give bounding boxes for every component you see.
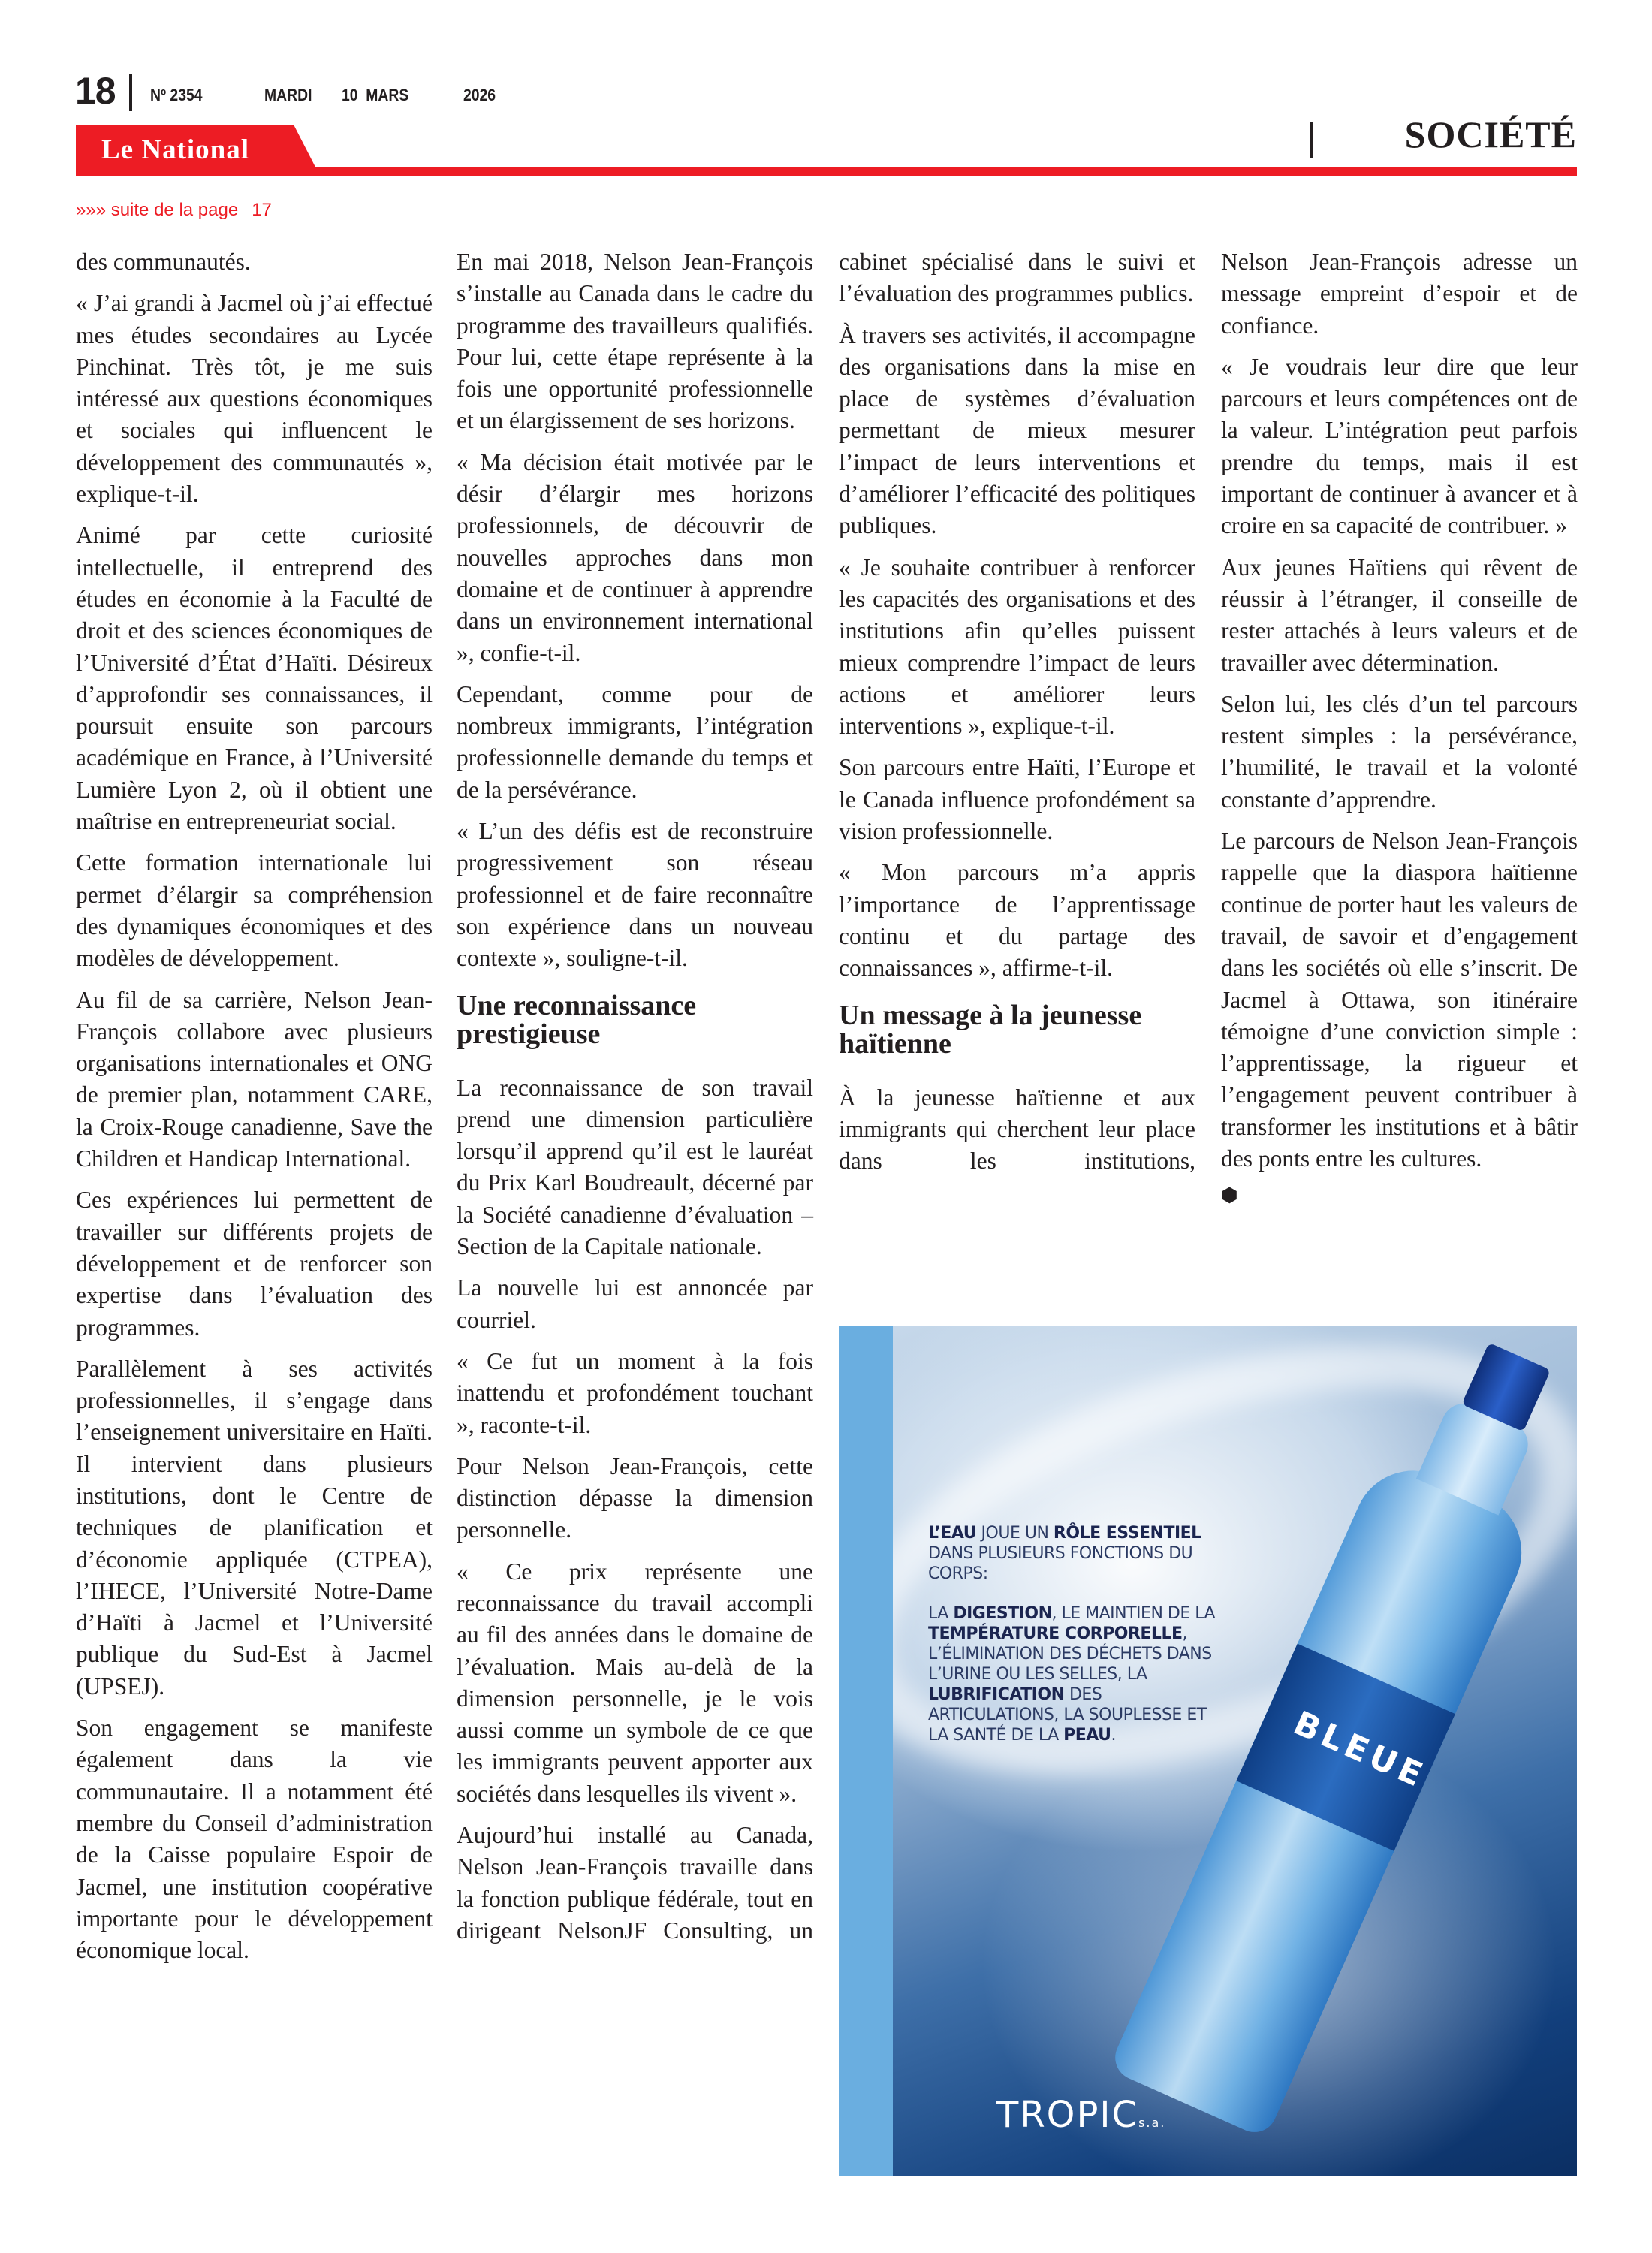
subheading: Une reconnaissance prestigieuse: [457, 989, 697, 1050]
paragraph: Le parcours de Nelson Jean-François rappelle que la diaspora haïtienne continue de porter haut les valeurs de travail, de savoir et d’engagement dans les sociétés où elle s’inscrit. De Jacmel à Ottawa, son itinéraire témoigne d’une conviction simple : l’apprentissage, la rigueur et l’engagement peuvent contribuer à transformer les institutions et à bâtir des ponts entre les cultures.: [1221, 828, 1578, 1172]
end-mark: ⬢: [1221, 1184, 1238, 1207]
paragraph: « L’un des défis est de reconstruire progressivement son réseau professionnel et de faire reconnaître son expérience dans un nouveau contexte », souligne-t-il.: [457, 818, 813, 972]
paragraph: La reconnaissance de son travail prend une dimension particulière lorsqu’il apprend qu’il est le lauréat du Prix Karl Boudreault, décerné par la Société canadienne d’évaluation – Section de la Capitale nationale.: [457, 1074, 813, 1260]
paragraph: « J’ai grandi à Jacmel où j’ai effectué mes études secondaires au Lycée Pinchinat. Très tôt, je me suis intéressé aux questions économiques et sociales qui influencent le développement des communautés », explique-t-il.: [76, 290, 433, 508]
brand-logo: [996, 2094, 1165, 2136]
paragraph: Aujourd’hui installé au Canada, Nelson Jean-François travaille dans la fonction publique fédérale, tout en dirigeant NelsonJF Consulting, un: [457, 1822, 813, 1944]
section-title: SOCIÉTÉ: [1404, 113, 1577, 155]
ad-text: , LE MAINTIEN DE LA: [1051, 1604, 1216, 1623]
divider: [1310, 122, 1313, 158]
brand-name: TROPIC: [996, 2094, 1139, 2136]
paragraph: « Mon parcours m’a appris l’importance de l’apprentissage continu et du partage des connaissances », affirme-t-il.: [839, 859, 1195, 982]
article-column-4: [1221, 246, 1578, 1217]
paragraph: Parallèlement à ses activités professionnelles, il s’engage dans l’enseignement universitaire en Haïti. Il intervient dans plusieurs institutions, dont le Centre de techniques de planification et d’économie appliquée (CTPEA), l’IHECE, l’Université Notre-Dame d’Haïti à Jacmel et l’Université publique du Sud-Est à Jacmel (UPSEJ).: [76, 1355, 433, 1700]
paragraph: des communautés.: [76, 249, 251, 275]
paragraph: Ces expériences lui permettent de travailler sur différents projets de développement et de renforcer son expertise dans l’évaluation des programmes.: [76, 1187, 433, 1341]
article-column-3: [839, 246, 1195, 1187]
bottle-label-text: BLEUE: [1288, 1703, 1433, 1796]
ad-text: DANS PLUSIEURS FONCTIONS DU CORPS:: [928, 1544, 1193, 1583]
paragraph: Aux jeunes Haïtiens qui rêvent de réussir à l’étranger, il conseille de rester attachés à leurs valeurs et de travailler avec détermination.: [1221, 553, 1578, 676]
paragraph: À travers ses activités, il accompagne des organisations dans la mise en place de systèmes d’évaluation permettant de mieux mesurer l’impact de leurs interventions et d’améliorer l’efficacité des politiques publiques.: [839, 321, 1195, 539]
paragraph: Cependant, comme pour de nombreux immigrants, l’intégration professionnelle demande du temps et de la persévérance.: [457, 680, 813, 803]
ad-copy: [928, 1523, 1228, 1765]
issue-number: Nº 2354: [150, 86, 203, 104]
paragraph: Selon lui, les clés d’un tel parcours restent simples : la persévérance, l’humilité, le travail et la volonté constante d’apprendre.: [1221, 690, 1578, 813]
ad-image: [893, 1326, 1577, 2176]
paragraph: Son engagement se manifeste également dans la vie communautaire. Il a notamment été membre du Conseil d’administration de la Caisse populaire Espoir de Jacmel, une institution coopérative importante pour le développement économique local.: [76, 1715, 433, 1964]
article-column-2: [457, 246, 813, 1956]
ad-text: .: [1111, 1726, 1117, 1745]
continued-from: [76, 200, 272, 221]
paragraph: La nouvelle lui est annoncée par courriel.: [457, 1274, 813, 1333]
brand-suffix: s.a.: [1138, 2116, 1166, 2130]
paragraph: Son parcours entre Haïti, l’Europe et le Canada influence profondément sa vision professionnelle.: [839, 754, 1195, 845]
continued-page: 17: [252, 200, 272, 220]
ad-text: RÔLE ESSENTIEL: [1053, 1524, 1201, 1543]
ad-text: DIGESTION: [953, 1604, 1052, 1623]
page-number: 18: [75, 70, 116, 112]
paragraph: À la jeunesse haïtienne et aux immigrants qui cherchent leur place dans les institutions,: [839, 1084, 1195, 1175]
newspaper-logo: Le National: [101, 134, 250, 165]
ad-text: , L’ÉLIMINATION DES DÉCHETS DANS L’URINE OU LES SELLES, LA: [928, 1624, 1212, 1684]
issue-date: 10 MARS: [342, 86, 409, 104]
paragraph: « Ce prix représente une reconnaissance du travail accompli au fil des années dans le domaine de l’évaluation. Mais au-delà de la dimension personnelle, je le vois aussi comme un symbole de ce que les immigrants peuvent apporter aux sociétés dans lesquelles ils vivent ».: [457, 1558, 813, 1807]
ad-text: TEMPÉRATURE CORPORELLE: [928, 1624, 1183, 1643]
issue-year: 2026: [463, 86, 496, 104]
paragraph: Animé par cette curiosité intellectuelle, il entreprend des études en économie à la Faculté de droit et des sciences économiques de l’Université d’État d’Haïti. Désireux d’approfondir ses connaissances, il poursuit ensuite son parcours académique en France, à l’Université Lumière Lyon 2, où il obtient une maîtrise en entrepreneuriat social.: [76, 522, 433, 835]
paragraph: Nelson Jean-François adresse un message empreint d’espoir et de confiance.: [1221, 249, 1578, 339]
ad-text: LUBRIFICATION: [928, 1685, 1065, 1704]
paragraph: « Je voudrais leur dire que leur parcours et leurs compétences ont de la valeur. L’intégration peut parfois prendre du temps, mais il est important de continuer à avancer et à croire en sa capacité de contribuer. »: [1221, 353, 1578, 539]
ad-text: JOUE UN: [976, 1524, 1054, 1543]
continued-label: »»» suite de la page: [76, 200, 239, 220]
ad-text: L’EAU: [928, 1524, 977, 1543]
paragraph: En mai 2018, Nelson Jean-François s’installe au Canada dans le cadre du programme des travailleurs qualifiés. Pour lui, cette étape représente à la fois une opportunité professionnelle et un élargissement de ses horizons.: [457, 249, 813, 434]
paragraph: Au fil de sa carrière, Nelson Jean-François collabore avec plusieurs organisations internationales et ONG de premier plan, notamment CARE, la Croix-Rouge canadienne, Save the Children et Handicap International.: [76, 986, 433, 1172]
issue-day: MARDI: [264, 86, 312, 104]
paragraph: « Je souhaite contribuer à renforcer les capacités des organisations et des institutions afin qu’elles puissent mieux comprendre l’impact de leurs actions et améliorer leurs interventions », explique-t-il.: [839, 553, 1195, 740]
ad-text: DES ARTICULATIONS, LA SOUPLESSE ET LA SANTÉ DE LA: [928, 1685, 1207, 1745]
paragraph: « Ce fut un moment à la fois inattendu et profondément touchant », raconte-t-il.: [457, 1347, 813, 1438]
ad-text: PEAU: [1063, 1726, 1111, 1745]
paragraph: Cette formation internationale lui permet d’élargir sa compréhension des dynamiques économiques et des modèles de développement.: [76, 849, 433, 972]
paragraph: cabinet spécialisé dans le suivi et l’évaluation des programmes publics.: [839, 249, 1195, 307]
divider: [129, 74, 132, 111]
header-rule: [76, 167, 1577, 176]
subheading: Un message à la jeunesse haïtienne: [839, 999, 1142, 1060]
ad-text: LA: [928, 1604, 954, 1623]
advertisement: [839, 1326, 1577, 2176]
paragraph: Pour Nelson Jean-François, cette distinction dépasse la dimension personnelle.: [457, 1452, 813, 1543]
article-column-1: [76, 246, 433, 1976]
paragraph: « Ma décision était motivée par le désir d’élargir mes horizons professionnels, de découvrir de nouvelles approches dans mon domaine et de continuer à apprendre dans un environnement international », confie-t-il.: [457, 448, 813, 666]
